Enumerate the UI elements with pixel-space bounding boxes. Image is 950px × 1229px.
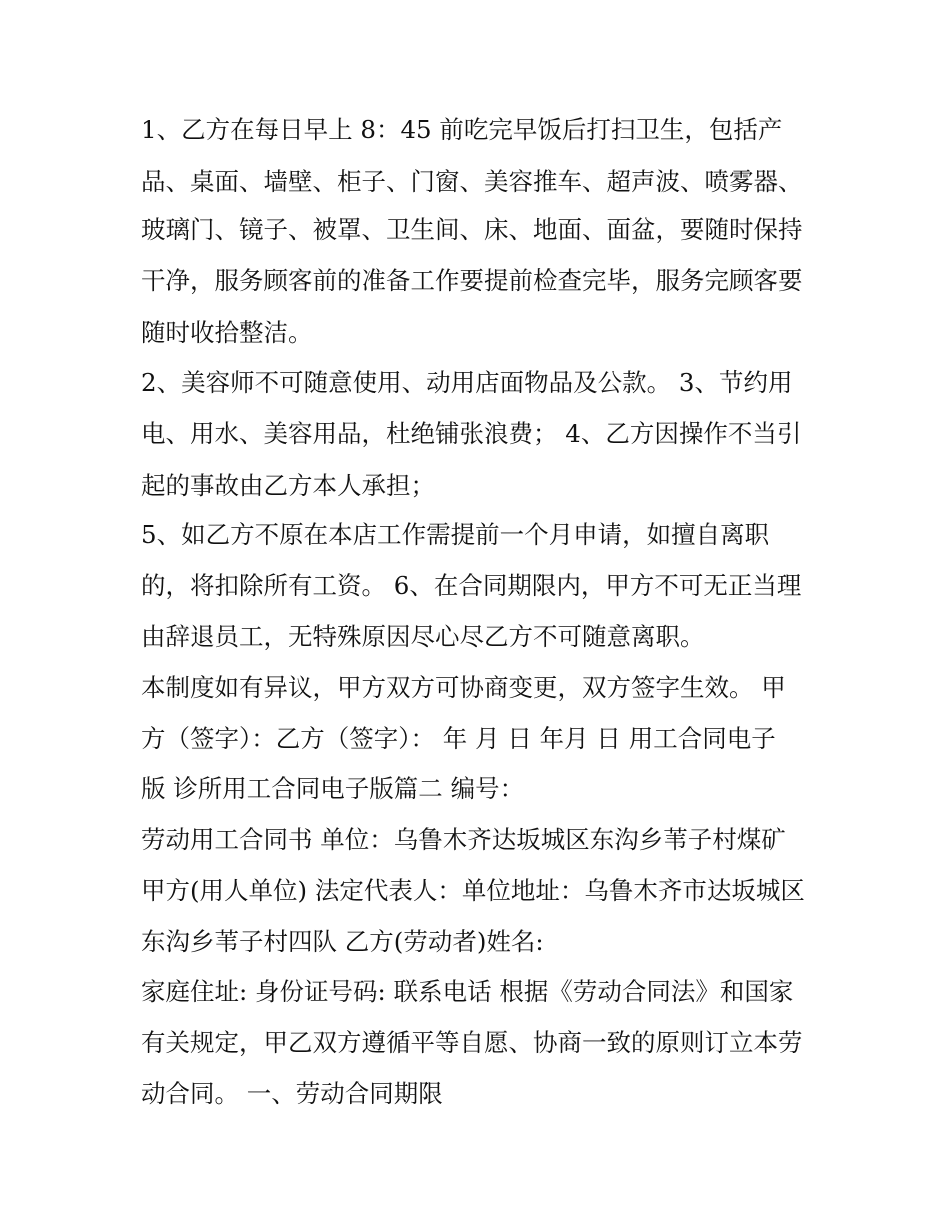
text-line: 1、乙方在每日早上 8：45 前吃完早饭后打扫卫生，包括产 xyxy=(141,115,783,144)
text-line: 动合同。 一、劳动合同期限 xyxy=(141,1079,443,1108)
text-line: 有关规定，甲乙双方遵循平等自愿、协商一致的原则订立本劳 xyxy=(141,1028,803,1057)
text-line: 甲方(用人单位) 法定代表人：单位地址：乌鲁木齐市达坂城区 xyxy=(141,876,805,905)
text-line: 5、如乙方不原在本店工作需提前一个月申请，如擅自离职 xyxy=(141,520,770,549)
text-line: 方（签字）：乙方（签字）： 年 月 日 年月 日 用工合同电子 xyxy=(141,724,776,753)
text-line: 起的事故由乙方本人承担； xyxy=(141,471,435,500)
text-line: 东沟乡苇子村四队 乙方(劳动者)姓名: xyxy=(141,927,544,956)
text-line: 版 诊所用工合同电子版篇二 编号： xyxy=(141,774,525,803)
text-line: 劳动用工合同书 单位：乌鲁木齐达坂城区东沟乡苇子村煤矿 xyxy=(141,825,786,854)
text-line: 随时收拾整洁。 xyxy=(141,318,313,347)
text-line: 本制度如有异议，甲方双方可协商变更，双方签字生效。 甲 xyxy=(141,673,786,702)
text-line: 2、美容师不可随意使用、动用店面物品及公款。 3、节约用 xyxy=(141,368,793,397)
text-line: 玻璃门、镜子、被罩、卫生间、床、地面、面盆，要随时保持 xyxy=(141,215,803,244)
text-line: 由辞退员工，无特殊原因尽心尽乙方不可随意离职。 xyxy=(141,622,705,651)
text-line: 电、用水、美容用品，杜绝铺张浪费； 4、乙方因操作不当引 xyxy=(141,419,802,448)
text-line: 的，将扣除所有工资。 6、在合同期限内，甲方不可无正当理 xyxy=(141,571,802,600)
text-line: 家庭住址: 身份证号码: 联系电话 根据《劳动合同法》和国家 xyxy=(141,977,794,1006)
text-line: 品、桌面、墙壁、柜子、门窗、美容推车、超声波、喷雾器、 xyxy=(141,167,803,196)
text-line: 干净，服务顾客前的准备工作要提前检查完毕，服务完顾客要 xyxy=(141,266,803,295)
